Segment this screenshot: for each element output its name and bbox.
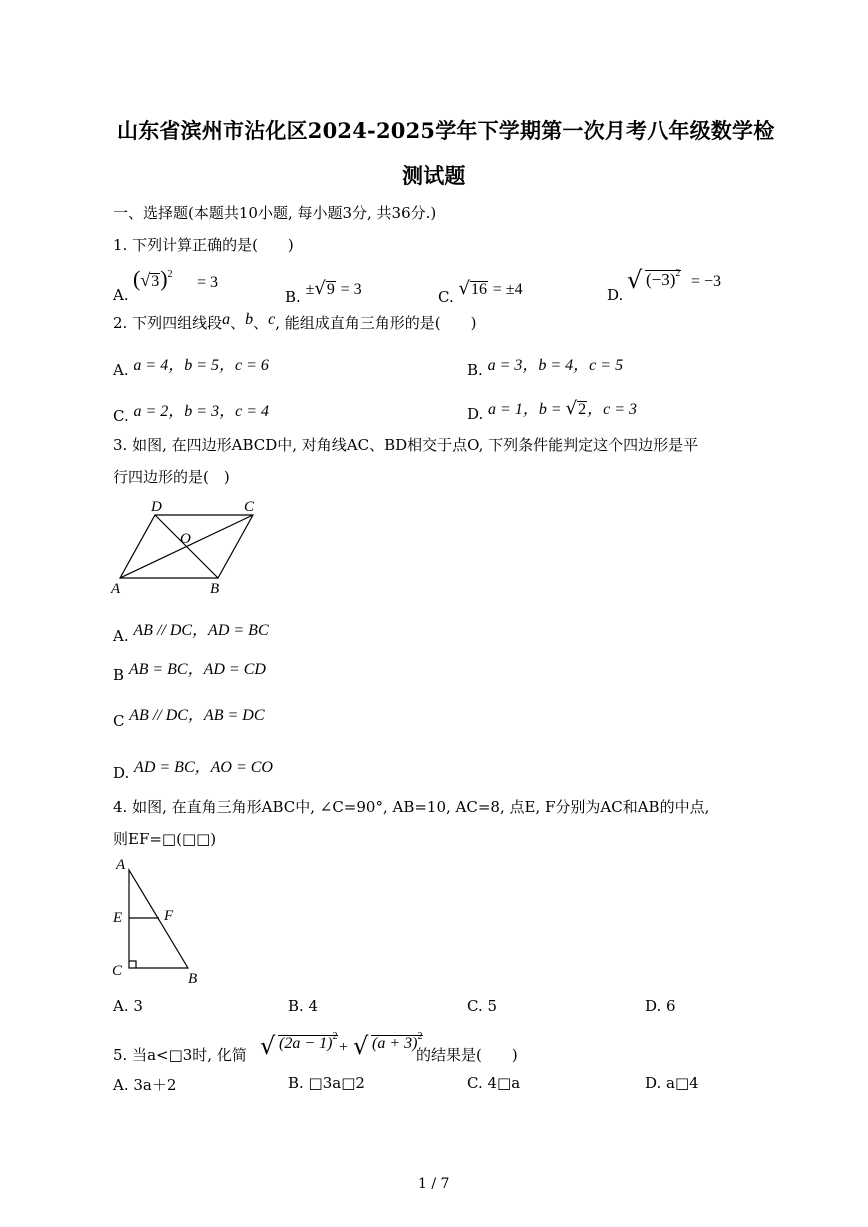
q2-option-c-letter: C. [113, 407, 129, 425]
q1-a-rhs: = 3 [197, 274, 219, 291]
q5-stem-pre: 5. 当a<□3时, 化简 [113, 1046, 247, 1064]
q1-b-radicand: 9 [326, 281, 335, 298]
q3-option-c [113, 702, 265, 730]
q1-a-expr: $(√3)^2$ [133, 266, 173, 291]
q5-radicand-2: $(a + 3)^2$ [372, 1031, 423, 1052]
label-c: C [244, 499, 255, 515]
q5-radicand-1: $(2a - 1)^2$ [279, 1031, 338, 1052]
q1-option-c-letter: C. [438, 288, 454, 306]
label-b: B [188, 971, 198, 987]
q1-option-d-letter: D. [607, 286, 624, 304]
label-b: B [210, 581, 220, 597]
doc-title-line1: 山东省滨州市沾化区2024-2025学年下学期第一次月考八年级数学检 [117, 118, 775, 143]
q4-option-a: A. 3 [113, 997, 143, 1015]
q1-d-radicand: $(-3)^2$ [646, 268, 681, 289]
q2-option-a-letter: A. [113, 361, 129, 379]
label-a: A [111, 581, 121, 597]
q3-option-a [113, 617, 269, 645]
q5-plus: + [339, 1039, 349, 1056]
q3-option-b-letter: B [113, 666, 125, 684]
q5-option-a: A. 3a＋2 [113, 1076, 177, 1094]
q2-option-a [113, 352, 269, 379]
q1-d-rhs: = −3 [691, 273, 722, 290]
q2-c-text: a = 2，b = 3，c = 4 [133, 403, 269, 420]
q4-triangle-figure [108, 852, 208, 990]
q3-stem-line1: 3. 如图, 在四边形ABCD中, 对角线AC、BD相交于点O, 下列条件能判定这个四边形是平 [113, 436, 699, 454]
label-o: O [180, 531, 191, 547]
triangle-outline [129, 870, 188, 968]
q4-option-d: D. 6 [645, 997, 676, 1015]
q2-a-text: a = 4，b = 5，c = 6 [133, 357, 269, 374]
q1-option-b: B. ±√9 = 3 [285, 278, 362, 306]
right-angle-mark [129, 961, 136, 968]
q3-option-c-letter: C [113, 712, 125, 730]
q1-option-a-letter: A. [113, 286, 129, 304]
q2-var-b: b [245, 311, 254, 328]
q1-c-rhs: = ±4 [492, 281, 523, 298]
q4-stem-line1: 4. 如图, 在直角三角形ABC中, ∠C=90°, AB=10, AC=8, 点E, F分别为AC和AB的中点, [113, 798, 710, 816]
q1-c-radicand: 16 [470, 281, 487, 298]
q5-option-d: D. a□4 [645, 1074, 699, 1092]
label-d: D [151, 499, 162, 515]
q4-option-c: C. 5 [467, 997, 498, 1015]
q2-d-post: ，c = 3 [587, 401, 638, 418]
q5-stem-post: 的结果是( ) [416, 1046, 518, 1064]
q1-option-d: D. √ $(-3)^2$ = −3 [607, 266, 722, 304]
q1-stem: 1. 下列计算正确的是( ) [113, 236, 294, 254]
q5-option-c: C. 4□a [467, 1074, 521, 1092]
q2-stem-pre: 2. 下列四组线段 [113, 314, 223, 332]
q3-stem-line2: 行四边形的是( ) [113, 468, 230, 486]
q1-b-pm: ± [305, 281, 315, 298]
q1-option-c: C. √16 = ±4 [438, 278, 523, 306]
label-f: F [164, 908, 174, 924]
q2-option-d-letter: D. [467, 405, 484, 423]
q3-option-b [113, 656, 266, 684]
q2-option-c [113, 398, 269, 425]
label-a: A [116, 857, 126, 873]
q3-b-text: AB = BC，AD = CD [128, 661, 266, 678]
q2-b-text: a = 3，b = 4，c = 5 [487, 357, 624, 374]
q3-d-text: AD = BC，AO = CO [134, 759, 273, 776]
q3-option-a-letter: A. [113, 627, 129, 645]
q3-c-text: AB // DC，AB = DC [129, 707, 265, 724]
q1-option-b-letter: B. [285, 288, 301, 306]
label-c: C [112, 963, 123, 979]
q3-parallelogram-figure [108, 496, 268, 598]
q2-d-radicand: 2 [578, 401, 587, 418]
q2-option-b [467, 352, 624, 379]
q1-b-rhs: = 3 [340, 281, 362, 298]
page-number: 1 / 7 [418, 1176, 450, 1192]
q4-stem-line2: 则EF=□(□□) [113, 830, 217, 848]
doc-title-line2: 测试题 [402, 163, 466, 188]
q4-option-b: B. 4 [288, 997, 319, 1015]
q2-var-c: c [268, 311, 276, 328]
q2-var-a: a [222, 311, 231, 328]
q5-stem: 5. 当a<□3时, 化简 √ $(2a - 1)^2$ + √ $(a + 3)^2$ 的结果是( ) [113, 1031, 518, 1064]
q2-stem-post: , 能组成直角三角形的是( ) [275, 314, 477, 332]
q3-option-d [113, 754, 273, 782]
q2-option-d: D. a = 1，b = √2，c = 3 [467, 398, 638, 423]
q5-option-b: B. □3a□2 [288, 1074, 365, 1092]
label-e: E [113, 910, 123, 926]
q3-option-d-letter: D. [113, 764, 130, 782]
q3-a-text: AB // DC，AD = BC [133, 622, 269, 639]
q2-stem: 2. 下列四组线段a、b、c, 能组成直角三角形的是( ) [113, 311, 477, 332]
section-heading: 一、选择题(本题共10小题, 每小题3分, 共36分.) [113, 204, 437, 222]
q2-option-b-letter: B. [467, 361, 483, 379]
q2-d-pre: a = 1，b = [488, 401, 566, 418]
